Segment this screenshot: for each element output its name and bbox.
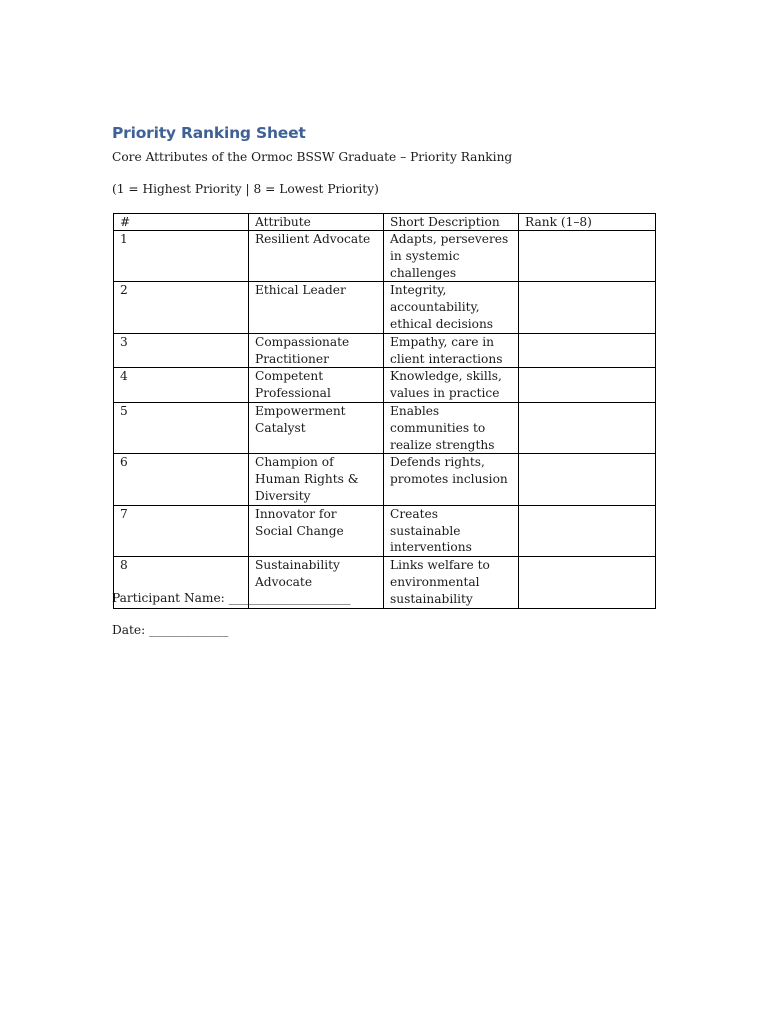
row-attribute: Compassionate Practitioner (249, 333, 384, 368)
table-row (114, 402, 656, 453)
row-attribute: Innovator for Social Change (249, 505, 384, 556)
row-description: Empathy, care in client interactions (384, 333, 519, 368)
row-attribute: Ethical Leader (249, 282, 384, 333)
table-row (114, 368, 656, 403)
row-number: 2 (114, 282, 249, 333)
rank-input-cell[interactable] (519, 231, 656, 282)
row-description: Enables communities to realize strengths (384, 402, 519, 453)
row-description: Knowledge, skills, values in practice (384, 368, 519, 403)
row-number: 5 (114, 402, 249, 453)
table-row (114, 333, 656, 368)
rank-input-cell[interactable] (519, 282, 656, 333)
priority-ranking-table (113, 213, 656, 609)
row-description: Links welfare to environmental sustainability (384, 557, 519, 608)
rank-input-cell[interactable] (519, 505, 656, 556)
priority-scale-note: (1 = Highest Priority | 8 = Lowest Priority) (112, 182, 379, 196)
column-header-rank: Rank (1–8) (519, 214, 656, 231)
row-number: 4 (114, 368, 249, 403)
document-subtitle: Core Attributes of the Ormoc BSSW Graduate – Priority Ranking (112, 150, 513, 164)
row-description: Integrity, accountability, ethical decisions (384, 282, 519, 333)
table-header-row (114, 214, 656, 231)
row-attribute: Champion of Human Rights & Diversity (249, 454, 384, 505)
row-description: Adapts, perseveres in systemic challenges (384, 231, 519, 282)
table-row (114, 505, 656, 556)
date-field[interactable]: Date: _____________ (112, 623, 229, 637)
rank-input-cell[interactable] (519, 557, 656, 608)
rank-input-cell[interactable] (519, 333, 656, 368)
row-description: Defends rights, promotes inclusion (384, 454, 519, 505)
row-number: 6 (114, 454, 249, 505)
page-title: Priority Ranking Sheet (112, 124, 306, 142)
column-header-attribute: Attribute (249, 214, 384, 231)
column-header-number: # (114, 214, 249, 231)
table-row (114, 231, 656, 282)
rank-input-cell[interactable] (519, 454, 656, 505)
row-attribute: Sustainability Advocate (249, 557, 384, 608)
row-number: 1 (114, 231, 249, 282)
row-attribute: Resilient Advocate (249, 231, 384, 282)
rank-input-cell[interactable] (519, 368, 656, 403)
table-row (114, 454, 656, 505)
table-row (114, 282, 656, 333)
row-attribute: Competent Professional (249, 368, 384, 403)
column-header-description: Short Description (384, 214, 519, 231)
row-attribute: Empowerment Catalyst (249, 402, 384, 453)
rank-input-cell[interactable] (519, 402, 656, 453)
participant-name-field[interactable]: Participant Name: ____________________ (112, 591, 351, 605)
row-number: 3 (114, 333, 249, 368)
row-number: 8 (114, 557, 249, 608)
row-description: Creates sustainable interventions (384, 505, 519, 556)
row-number: 7 (114, 505, 249, 556)
